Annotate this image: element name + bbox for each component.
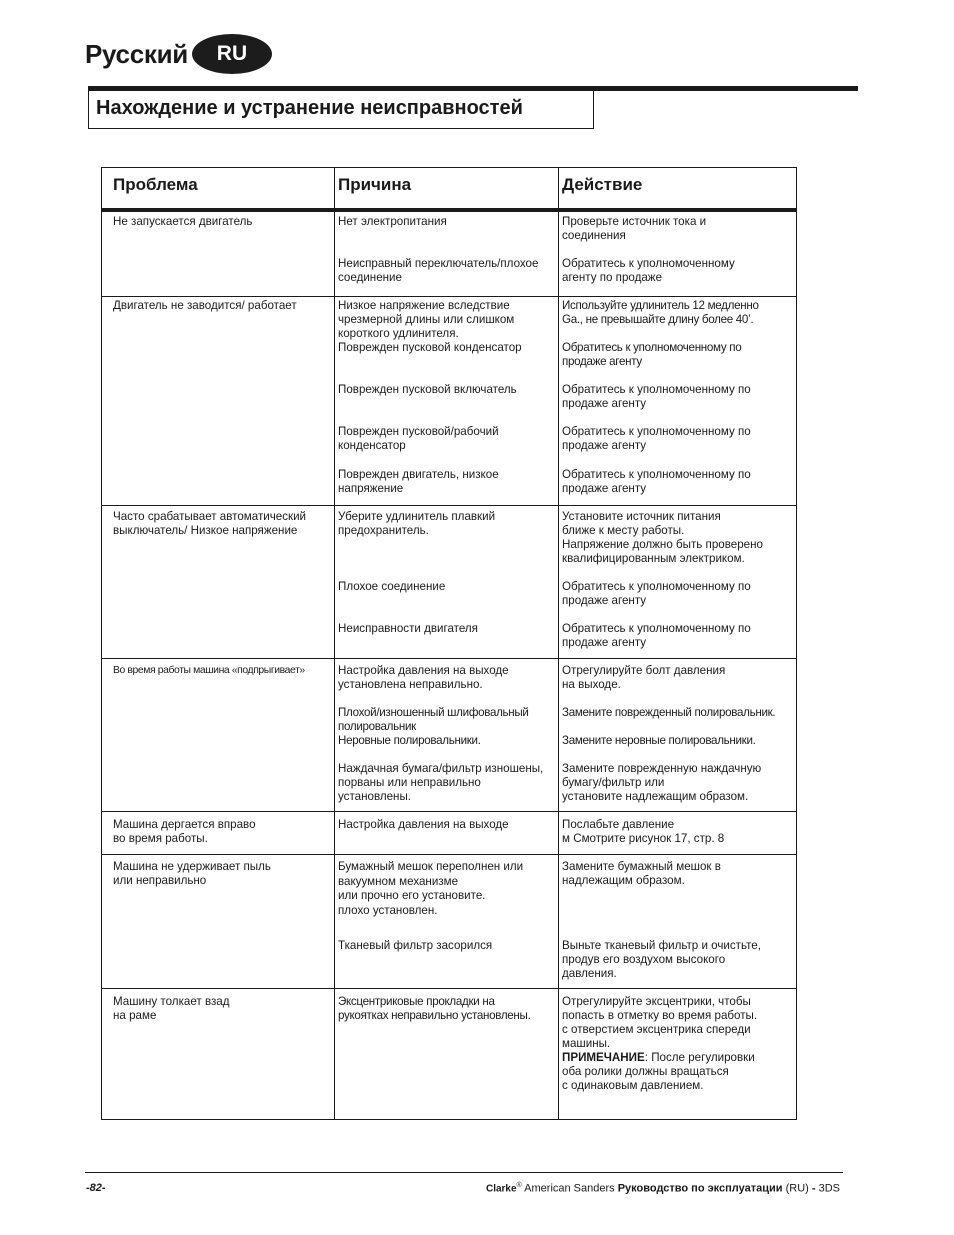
cause-cell: Бумажный мешок переполнен или вакуумном механизме или прочно его установите. плохо установлен. <box>338 860 524 917</box>
problem-cell: Машину толкает взад на раме <box>113 995 230 1022</box>
language-header <box>85 34 272 74</box>
footer-manual: Руководство по эксплуатации <box>617 1182 783 1195</box>
column-divider <box>334 168 335 1119</box>
row-divider <box>102 988 796 989</box>
row-divider <box>102 505 796 506</box>
problem-cell: Машина дергается вправо во время работы. <box>113 818 256 845</box>
header-rule <box>102 208 796 212</box>
note-label: ПРИМЕЧАНИЕ <box>562 1051 645 1064</box>
cause-cell: Плохое соединение <box>338 580 446 593</box>
cause-cell: Настройка давления на выходе установлена неправильно. <box>338 664 509 691</box>
action-cell: Проверьте источник тока и соединения <box>562 215 707 242</box>
cause-cell: Тканевый фильтр засорился <box>338 939 493 952</box>
cause-cell: Уберите удлинитель плавкий предохранитель. <box>338 510 496 537</box>
column-header-action: Действие <box>562 175 643 194</box>
cause-cell: Неисправности двигателя <box>338 622 478 635</box>
note-text: : После регулировки оба ролики должны вращаться с одинаковым давлением. <box>562 1051 755 1092</box>
cause-cell: Эксцентриковые прокладки на рукоятках неправильно установлены. <box>338 995 531 1022</box>
action-note <box>562 1051 755 1093</box>
section-title-box <box>88 91 594 129</box>
action-cell: Обратитесь к уполномоченному агенту по продаже <box>562 257 735 284</box>
page-number: -82- <box>86 1182 106 1194</box>
column-divider <box>558 168 559 1119</box>
cause-cell: Неисправный переключатель/плохое соединение <box>338 257 539 284</box>
footer-reg-mark: ® <box>516 1182 522 1189</box>
row-divider <box>102 296 796 297</box>
footer-model: 3DS <box>818 1182 840 1195</box>
row-divider <box>102 811 796 812</box>
action-cell: Обратитесь к уполномоченному по продаже агенту <box>562 425 751 452</box>
action-cell: Обратитесь к уполномоченному по продаже агенту <box>562 468 751 495</box>
footer-text <box>486 1182 840 1195</box>
problem-cell: Машина не удерживает пыль или неправильно <box>113 860 271 887</box>
action-cell: Обратитесь к уполномоченному по продаже агенту <box>562 622 751 649</box>
cause-cell: Поврежден пусковой включатель <box>338 383 517 396</box>
footer-company: American Sanders <box>521 1182 618 1195</box>
action-cell: Обратитесь к уполномоченному по продаже агенту <box>562 580 751 607</box>
problem-cell: Не запускается двигатель <box>113 215 253 228</box>
action-cell: Замените поврежденный полировальник. Замените неровные полировальники. <box>562 706 776 747</box>
cause-cell: Настройка давления на выходе <box>338 818 509 831</box>
action-cell: Отрегулируйте эксцентрики, чтобы попасть в отметку во время работы. с отверстием эксцентрика спереди машины. <box>562 995 758 1050</box>
cause-cell: Низкое напряжение вследствие чрезмерной длины или слишком короткого удлинителя. Поврежден пусковой конденсатор <box>338 299 522 354</box>
column-header-problem: Проблема <box>113 175 198 194</box>
language-label: Русский <box>85 38 188 69</box>
cause-cell: Нет электропитания <box>338 215 447 228</box>
row-divider <box>102 658 796 659</box>
cause-cell: Плохой/изношенный шлифовальный полировальник Неровные полировальники. <box>338 706 529 747</box>
action-cell: Обратитесь к уполномоченному по продаже агенту <box>562 383 751 410</box>
section-title: Нахождение и устранение неисправностей <box>96 97 523 119</box>
problem-cell: Во время работы машина «подпрыгивает» <box>113 665 305 676</box>
footer-brand: Clarke <box>485 1183 517 1195</box>
cause-cell: Поврежден пусковой/рабочий конденсатор <box>338 425 499 452</box>
troubleshooting-table <box>101 167 797 1120</box>
column-header-cause: Причина <box>338 175 412 194</box>
language-badge: RU <box>192 34 272 74</box>
action-cell: Выньте тканевый фильтр и очистьте, продув его воздухом высокого давления. <box>562 939 761 980</box>
problem-cell: Двигатель не заводится/ работает <box>113 299 297 312</box>
action-cell: Замените поврежденную наждачную бумагу/фильтр или установите надлежащим образом. <box>562 762 762 803</box>
row-divider <box>102 854 796 855</box>
action-cell: Послабьте давление м Смотрите рисунок 17, стр. 8 <box>562 818 725 845</box>
action-cell: Замените бумажный мешок в надлежащим образом. <box>562 860 721 887</box>
action-cell: Отрегулируйте болт давления на выходе. <box>562 664 726 691</box>
problem-cell: Часто срабатывает автоматический выключатель/ Низкое напряжение <box>113 510 307 537</box>
action-cell: Используйте удлинитель 12 медленно Ga., не превышайте длину более 40’. Обратитесь к уполномоченному по продаже агенту <box>562 299 759 368</box>
cause-cell: Поврежден двигатель, низкое напряжение <box>338 468 499 495</box>
footer-suffix: (RU) <box>782 1182 812 1195</box>
footer-rule <box>85 1172 843 1173</box>
footer-dash: - <box>811 1182 819 1195</box>
cause-cell: Наждачная бумага/фильтр изношены, порваны или неправильно установлены. <box>338 762 544 803</box>
action-cell: Установите источник питания ближе к месту работы. Напряжение должно быть проверено квалифицированным электриком. <box>562 510 763 565</box>
